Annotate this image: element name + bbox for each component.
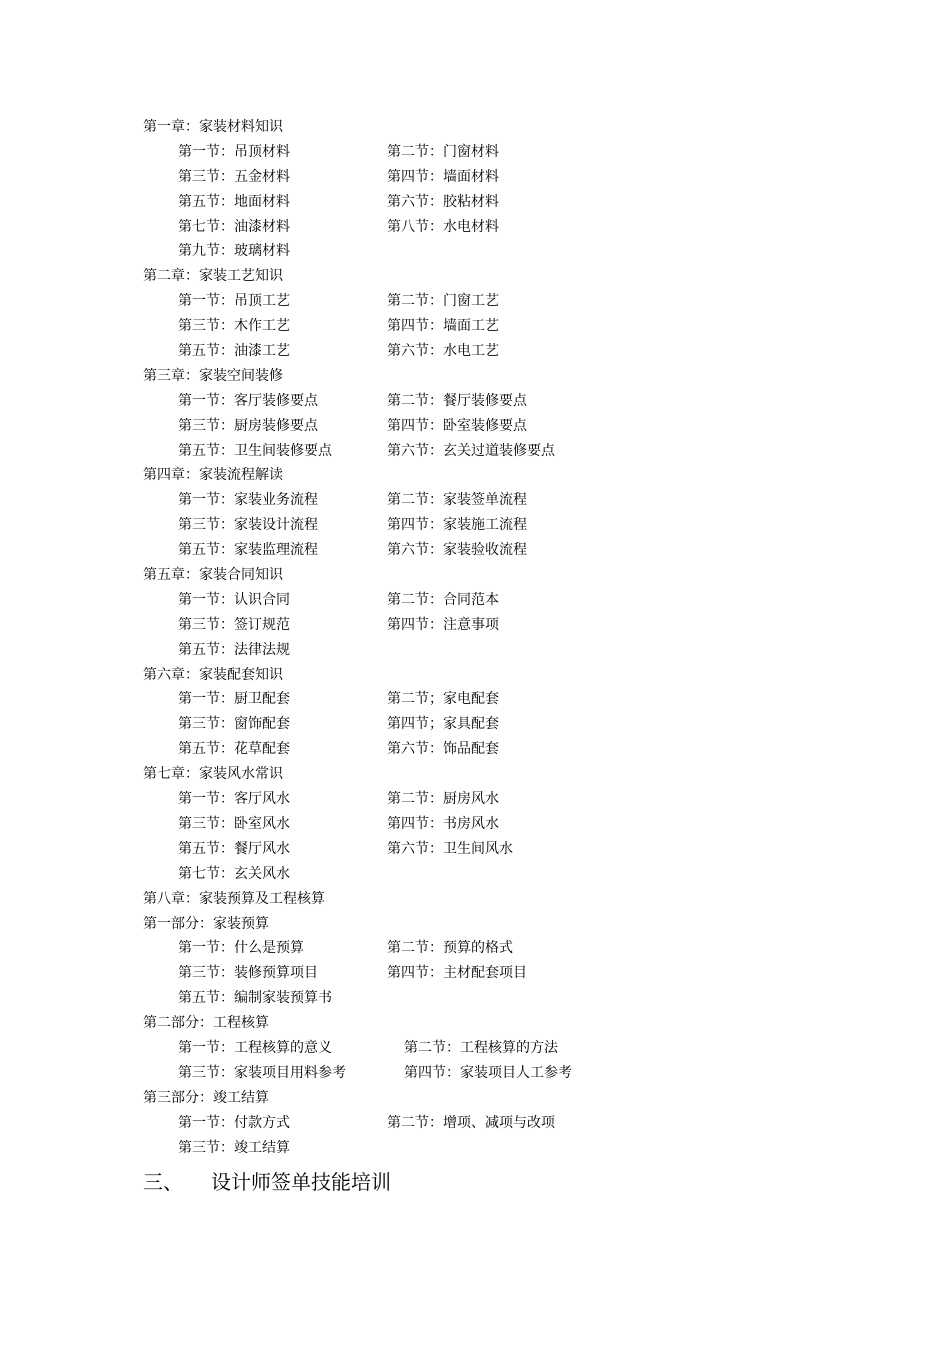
section-item: 第五节：油漆工艺 [178,343,290,360]
section-item: 第二节：合同范本 [387,591,499,608]
section-item: 第六节：家装验收流程 [387,542,527,559]
chapter-heading: 第五章：家装合同知识 [143,567,283,584]
section-row [143,488,843,513]
section-row [143,787,843,812]
section-item: 第四节；家具配套 [387,716,499,733]
section-item: 第六节：水电工艺 [387,343,499,360]
section-item: 第一节：付款方式 [178,1114,290,1131]
section-item: 第四节：书房风水 [387,815,499,832]
section-item: 第一节：吊顶工艺 [178,293,290,310]
section-item: 第三节：家装设计流程 [178,517,318,534]
chapter-heading: 第八章：家装预算及工程核算 [143,890,325,907]
section-item: 第一节：工程核算的意义 [178,1039,332,1056]
section-item: 第五节：卫生间装修要点 [178,442,332,459]
section-item: 第六节：卫生间风水 [387,840,513,857]
section-item: 第三节：五金材料 [178,168,290,185]
section-item: 第一节：吊顶材料 [178,143,290,160]
chapter-heading: 第二部分：工程核算 [143,1015,269,1032]
section-row [143,513,843,538]
section-item: 第一节：客厅风水 [178,791,290,808]
section-row [143,538,843,563]
chapter-heading: 第四章：家装流程解读 [143,467,283,484]
section-item: 第二节：家装签单流程 [387,492,527,509]
section-item: 第五节：餐厅风水 [178,840,290,857]
section-item: 第二节：门窗材料 [387,143,499,160]
section-item: 第六节：胶粘材料 [387,193,499,210]
section-item: 第七节：玄关风水 [178,865,290,882]
section-row [143,588,843,613]
chapter-heading: 第三章：家装空间装修 [143,367,283,384]
section-row [143,339,843,364]
section-item: 第三节：卧室风水 [178,815,290,832]
section-row [143,862,843,887]
chapter-heading: 第六章：家装配套知识 [143,666,283,683]
section-item: 第三节：竣工结算 [178,1139,290,1156]
section-row [143,414,843,439]
section-item: 第四节：墙面材料 [387,168,499,185]
section-row [143,687,843,712]
section-item: 第二节：工程核算的方法 [404,1039,558,1056]
section-item: 第七节：油漆材料 [178,218,290,235]
section-item: 第五节：编制家装预算书 [178,990,332,1007]
section-row [143,1061,843,1086]
section-row [143,140,843,165]
section-item: 第六节：玄关过道装修要点 [387,442,555,459]
section-item: 第四节：家装施工流程 [387,517,527,534]
chapter-heading: 第三部分：竣工结算 [143,1089,269,1106]
section-item: 第一节：厨卫配套 [178,691,290,708]
chapter-heading: 第七章：家装风水常识 [143,766,283,783]
section-item: 第三节：厨房装修要点 [178,417,318,434]
section-item: 第二节：餐厅装修要点 [387,392,527,409]
section-row [143,737,843,762]
section-row [143,638,843,663]
section-item: 第五节：地面材料 [178,193,290,210]
chapter-heading: 第一章：家装材料知识 [143,119,283,135]
section-item: 第三节：装修预算项目 [178,965,318,982]
section-item: 第二节：厨房风水 [387,791,499,808]
section-row [143,837,843,862]
section-row [143,1136,843,1161]
section-row [143,961,843,986]
section-row [143,165,843,190]
table-of-contents [143,115,843,1202]
section-row [143,239,843,264]
section-item: 第三节：木作工艺 [178,318,290,335]
section-item: 第二节：门窗工艺 [387,293,499,310]
section-row [143,1036,843,1061]
section-item: 第五节：家装监理流程 [178,542,318,559]
section-row [143,936,843,961]
section-item: 第四节：主材配套项目 [387,965,527,982]
section-item: 第二节：增项、减项与改项 [387,1114,555,1131]
section-item: 第三节：签订规范 [178,616,290,633]
section-row [143,712,843,737]
section-item: 第二节：预算的格式 [387,940,513,957]
section-item: 第一节：认识合同 [178,591,290,608]
section-row [143,289,843,314]
section-item: 第五节：花草配套 [178,741,290,758]
section-heading [143,1162,843,1202]
section-row [143,986,843,1011]
section-heading-number: 三、 [143,1170,183,1195]
section-item: 第一节：客厅装修要点 [178,392,318,409]
section-item: 第一节：家装业务流程 [178,492,318,509]
section-item: 第五节：法律法规 [178,641,290,658]
section-row [143,215,843,240]
section-row [143,190,843,215]
chapter-heading: 第一部分：家装预算 [143,915,269,932]
chapter-heading: 第二章：家装工艺知识 [143,268,283,285]
section-row [143,439,843,464]
section-row [143,613,843,638]
section-item: 第六节：饰品配套 [387,741,499,758]
section-item: 第三节：窗饰配套 [178,716,290,733]
section-item: 第四节：家装项目人工参考 [404,1064,572,1081]
section-row [143,812,843,837]
section-item: 第四节：卧室装修要点 [387,417,527,434]
section-row [143,389,843,414]
section-item: 第八节：水电材料 [387,218,499,235]
section-item: 第二节；家电配套 [387,691,499,708]
section-item: 第四节：墙面工艺 [387,318,499,335]
section-heading-title: 设计师签单技能培训 [211,1170,391,1195]
section-item: 第四节：注意事项 [387,616,499,633]
section-item: 第九节：玻璃材料 [178,243,290,260]
section-row [143,314,843,339]
section-item: 第三节：家装项目用料参考 [178,1064,346,1081]
section-item: 第一节：什么是预算 [178,940,304,957]
section-row [143,1111,843,1136]
